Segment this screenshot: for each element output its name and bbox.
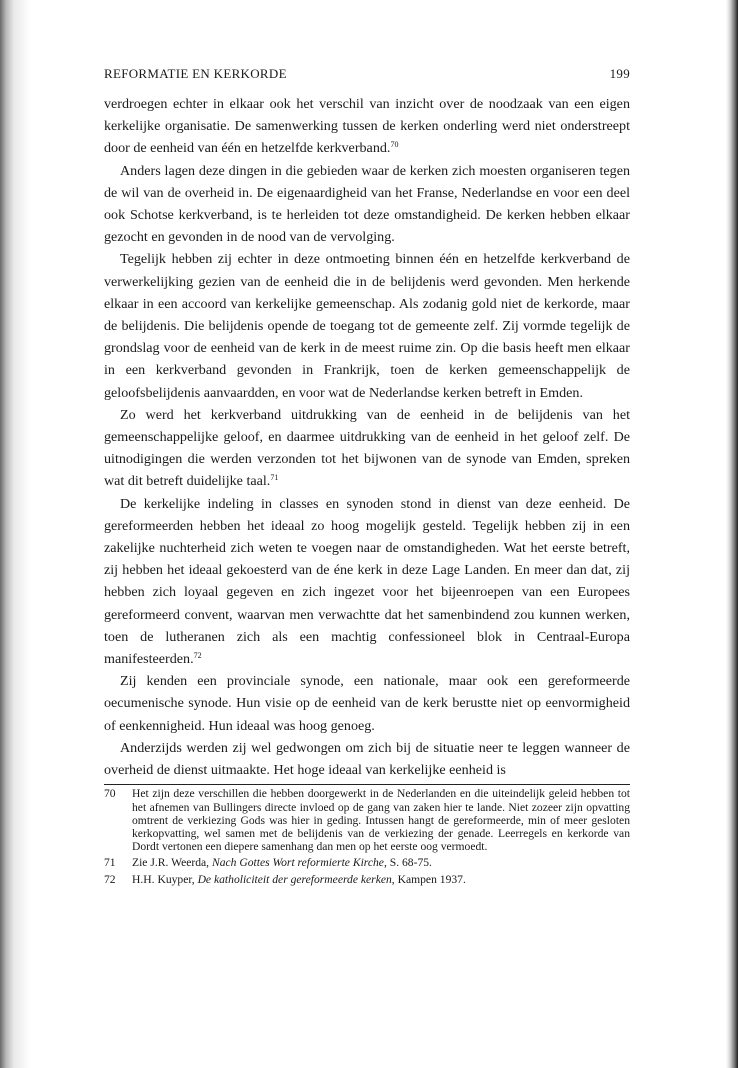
footnote-ref-70[interactable]: 70 <box>390 140 399 150</box>
footnote-book-title: De katholiciteit der gereformeerde kerken <box>197 872 392 886</box>
paragraph-2: Anders lagen deze dingen in die gebieden waar de kerken zich moesten organiseren tegen de wil van de overheid in. De eigenaardigheid van het Franse, Nederlandse en voor een deel ook Schotse kerkverband, is te herleiden tot deze omstandigheid. De kerken hebben elkaar gezocht en gevonden in de nood van de vervolging. <box>104 162 630 246</box>
page-shadow-right <box>726 0 738 1068</box>
page-number: 199 <box>609 66 630 81</box>
footnote-text: Zie J.R. Weerda, Nach Gottes Wort reformierte Kirche, S. 68-75. <box>132 856 432 870</box>
page <box>104 66 630 889</box>
page-shadow-left <box>0 0 30 1068</box>
paragraph-6: Zij kenden een provinciale synode, een nationale, maar ook een gereformeerde oecumenische synode. Hun visie op de eenheid van de kerk berustte niet op eenvormigheid of eenkennigheid. Hun ideaal was hoog genoeg. <box>104 673 630 734</box>
footnote-72 <box>104 873 630 886</box>
footnote-text: Het zijn deze verschillen die hebben doorgewerkt in de Nederlanden en die uiteindelijk geleid hebben tot het afnemen van Bullingers directe invloed op de gang van zaken hier te lande. Niet zozeer zijn opvatting omtrent de verkiezing Gods was hier in geding. Intussen hangt de gereformeerde, min of meer gesloten kerkopvatting, wel samen met de belijdenis van de verkiezing der genade. Leerregels en kerkorde van Dordt vertonen een diepere samenhang dan men op het eerste oog vermoedt. <box>132 787 630 854</box>
footnote-number: 72 <box>104 872 116 886</box>
footnote-number: 70 <box>104 787 116 801</box>
paragraph-1: verdroegen echter in elkaar ook het verschil van inzicht over de noodzaak van een eigen kerkelijke organisatie. De samenwerking tussen de kerken onderling werd niet onderstreept door de eenheid van één en hetzelfde kerkverband.$^{70}$ <box>104 96 630 157</box>
paragraph-3: Tegelijk hebben zij echter in deze ontmoeting binnen één en hetzelfde kerkverband de verwerkelijking gezien van de eenheid die in de belijdenis werd gevonden. Men herkende elkaar in een accoord van kerkelijke gemeenschap. Als zodanig gold niet de kerkorde, maar de belijdenis. Die belijdenis opende de toegang tot de gemeente zelf. Zij vormde tegelijk de grondslag voor de eenheid van de kerk in de meest ruime zin. Op die basis heeft men elkaar in een kerkverband gevonden in Frankrijk, toen de kerken gemeenschappelijk de geloofsbelijdenis aanvaardden, en voor wat de Nederlandse kerken betreft in Emden. <box>104 251 630 401</box>
running-head-title: REFORMATIE EN KERKORDE <box>104 66 287 81</box>
paragraph-4: Zo werd het kerkverband uitdrukking van de eenheid in de belijdenis van het gemeenschappelijke geloof, en daarmee uitdrukking van de eenheid in het geloof zelf. De uitnodigingen die werden verzonden tot het bijwonen van de synode van Emden, spreken wat dit betreft duidelijke taal.$^{71}$ <box>104 406 630 490</box>
paragraph-5: De kerkelijke indeling in classes en synoden stond in dienst van deze eenheid. De gereformeerden hebben het ideaal zo hoog mogelijk gesteld. Tegelijk hebben zij in een zakelijke nuchterheid zich weten te voegen naar de omstandigheden. Wat het eerste betreft, zij hebben het ideaal gekoesterd van de éne kerk in deze Lage Landen. En meer dan dat, zij hebben zich loyaal gegeven en zich ingezet voor het bijeenroepen van een Europees gereformeerd convent, waarvan men verwachtte dat het samenbindend zou kunnen werken, toen de lutheranen zich als een machtig confessioneel blok in Centraal-Europa manifesteerden.$^{72}$ <box>104 495 630 668</box>
footnote-book-title: Nach Gottes Wort reformierte Kirche <box>212 856 384 870</box>
footnote-text: H.H. Kuyper, De katholiciteit der gereformeerde kerken, Kampen 1937. <box>132 872 466 886</box>
footnote-71 <box>104 856 630 869</box>
body-text <box>104 93 630 781</box>
footnote-ref-72[interactable]: 72 <box>193 651 202 661</box>
footnote-ref-71[interactable]: 71 <box>270 473 279 483</box>
footnote-70 <box>104 787 630 853</box>
footnote-number: 71 <box>104 856 116 870</box>
running-head <box>104 66 630 82</box>
footnotes <box>104 784 630 885</box>
paragraph-7: Anderzijds werden zij wel gedwongen om zich bij de situatie neer te leggen wanneer de overheid de dienst uitmaakte. Het hoge ideaal van kerkelijke eenheid is <box>104 739 630 779</box>
